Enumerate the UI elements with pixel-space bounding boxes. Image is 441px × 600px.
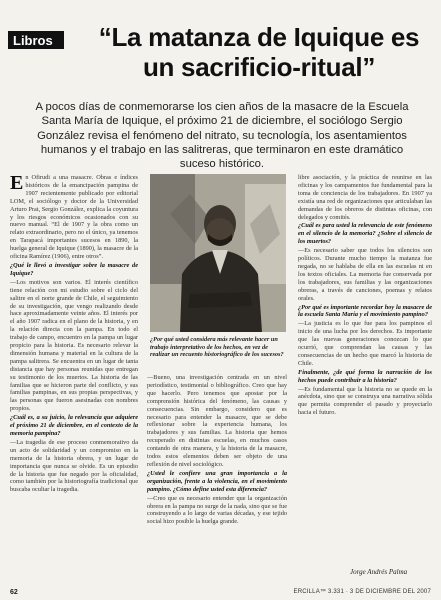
article-column-2 (147, 374, 287, 564)
col3-question-1: ¿Cuál es para usted la relevancia de este fenómeno en el silencio de la memoria? ¿Sobre el silencio de los muertos? (298, 222, 432, 246)
col1-question-2: ¿Cuál es, a su juicio, la relevancia que adquiere el próximo 21 de diciembre, en el contexto de la memoria pampina? (10, 414, 138, 437)
author-signature: Jorge Andrés Palma (350, 568, 408, 576)
col3-question-2: ¿Por qué es importante recordar hoy la masacre de la escuela Santa María y el movimiento pampino? (298, 303, 432, 319)
issue-footer: ERCILLA™ 3.331 · 3 DE DICIEMBRE DEL 2007 (293, 589, 431, 595)
article-column-1 (10, 174, 138, 564)
author-photo (150, 174, 286, 332)
portrait-image (150, 174, 286, 332)
col1-paragraph-1: n Ofirudi a una masacre. Obras e índices históricos de la emancipación pampina de 1907 recientemente publicado por editorial LOM, el sociólogo y doctor de la Universidad Arturo Prat, Sergio González, explica la coyuntura y los riesgos económicos ocasionados con su nuevo manual. “El de 1907 y la obra como un relato extraordinario, pero no el único, ya tenemos en Tarapacá importantes sucesos en 1890, la huelga general de Iquique (1890), la masacre de la oficina Ramírez (1906), entre otros”. (10, 174, 138, 261)
col3-paragraph-2: —Es necesario saber que todos los silencios son políticos. Durante mucho tiempo la matanza fue negada, no se hablaba de ella en las escuelas ni en los textos oficiales. La memoria fue conservada por los trabajadores, sus familias y las organizaciones obreras, a través de canciones, poemas y relatos orales. (298, 247, 432, 302)
col3-paragraph-3: —La justicia es lo que fue para los pampinos el inicio de una lucha por los derechos. Es importante que las nuevas generaciones conozcan lo que ocurrió, que comprendan las causas y las consecuencias de un hecho que marcó la historia de Chile. (298, 320, 432, 367)
col2-question-1: ¿Usted le confiere una gran importancia a la organización, frente a la violencia, en el movimiento pampino. ¿Cómo define usted esta diferencia? (147, 469, 287, 493)
photo-caption: ¿Por qué usted considera más relevante hacer un trabajo interpretativo de los hechos, en vez de realizar un recuento historiográfico de los sucesos? (150, 336, 284, 359)
section-tab: Libros (8, 31, 64, 49)
page-number: 62 (10, 589, 18, 596)
col1-paragraph-3: —La tragedia de ese proceso conmemorativo da un acto de solidaridad y un compromiso en la memoria de la historia obrera, y un lugar de importancia que nunca se olvide. Es un episodio de la historia que fue negado por la oficialidad, como también por la historiografía tradicional que buscaba ocultar la tragedia. (10, 438, 138, 494)
drop-cap: E (10, 174, 24, 194)
col2-paragraph-2: —Creo que es necesario entender que la organización obrera en la pampa no surge de la nada, sino que se fue construyendo a lo largo de varias décadas, y ese tejido social hizo posible la huelga grande. (147, 494, 287, 526)
col1-paragraph-2: —Los motivos son varios. El interés científico tiene relación con mi estudio sobre el ciclo del salitre en el norte grande de Chile, el seguimiento de su investigación, que vengo realizando desde hace aproximadamente veinte años. El interés por el año 1907 radica en el plano de la historia, y en la relación directa con la pampa. En todo el trabajo de campo, encuentro en la pampa un lugar propicio para la historia. Es necesario relevar la dimensión humana y material en la cultura de la pampa salitrera. Se encuentra en un lugar de tanta distancia que hay personas reunidas que entregan su testimonio de los muertos. La historia de las familias que se hicieron parte del conflicto, y sus familias pampinas, en sus propias perspectivas, y las personas que fueron asesinadas con nombres propios. (10, 278, 138, 413)
col3-question-3: Finalmente, ¿de qué forma la narración de los hechos puede contribuir a la historia? (298, 368, 432, 384)
col2-paragraph-1: —Bueno, una investigación centrada en un nivel periodístico, testimonial o bibliográfico. Creo que hay que hacerlo. Pero tenemos que apostar por la comprensión histórica del fenómeno, las causas y consecuencias. Sin embargo, considero que es necesario para entender la masacre, que se debe reflexionar sobre la experiencia humana, los trabajadores y sus familias. La historia que hemos recuperado en distintas escuelas, en muchos casos contando de otra manera, y la historia de la masacre, todos estos elementos deben ser objeto de una reflexión de nivel sociológico. (147, 374, 287, 468)
article-column-3 (298, 174, 432, 562)
col3-paragraph-1: libre asociación, y la práctica de reunirse en las oficinas y los campamentos fue fundamental para la toma de conciencia de los trabajadores. En 1907 ya existía una red de organizaciones que articulaban las demandas de los obreros de distintas oficinas, con delegados y comités. (298, 174, 432, 221)
headline: “La matanza de Iquique es un sacrificio-ritual” (98, 22, 420, 82)
col1-question-1: ¿Qué le llevó a investigar sobre la masacre de Iquique? (10, 261, 138, 277)
lede-paragraph: A pocos días de conmemorarse los cien años de la masacre de la Escuela Santa María de Iquique, el próximo 21 de diciembre, el sociólogo Sergio González revisa el fenómeno del nitrato, su tecnología, los asentamientos humanos y el trabajo en las salitreras, que terminaron en este dramático suceso histórico. (35, 101, 409, 171)
col3-paragraph-4: —Es fundamental que la historia no se quede en la anécdota, sino que se construya una narrativa sólida que permita comprender el pasado y proyectarlo hacia el futuro. (298, 385, 432, 417)
